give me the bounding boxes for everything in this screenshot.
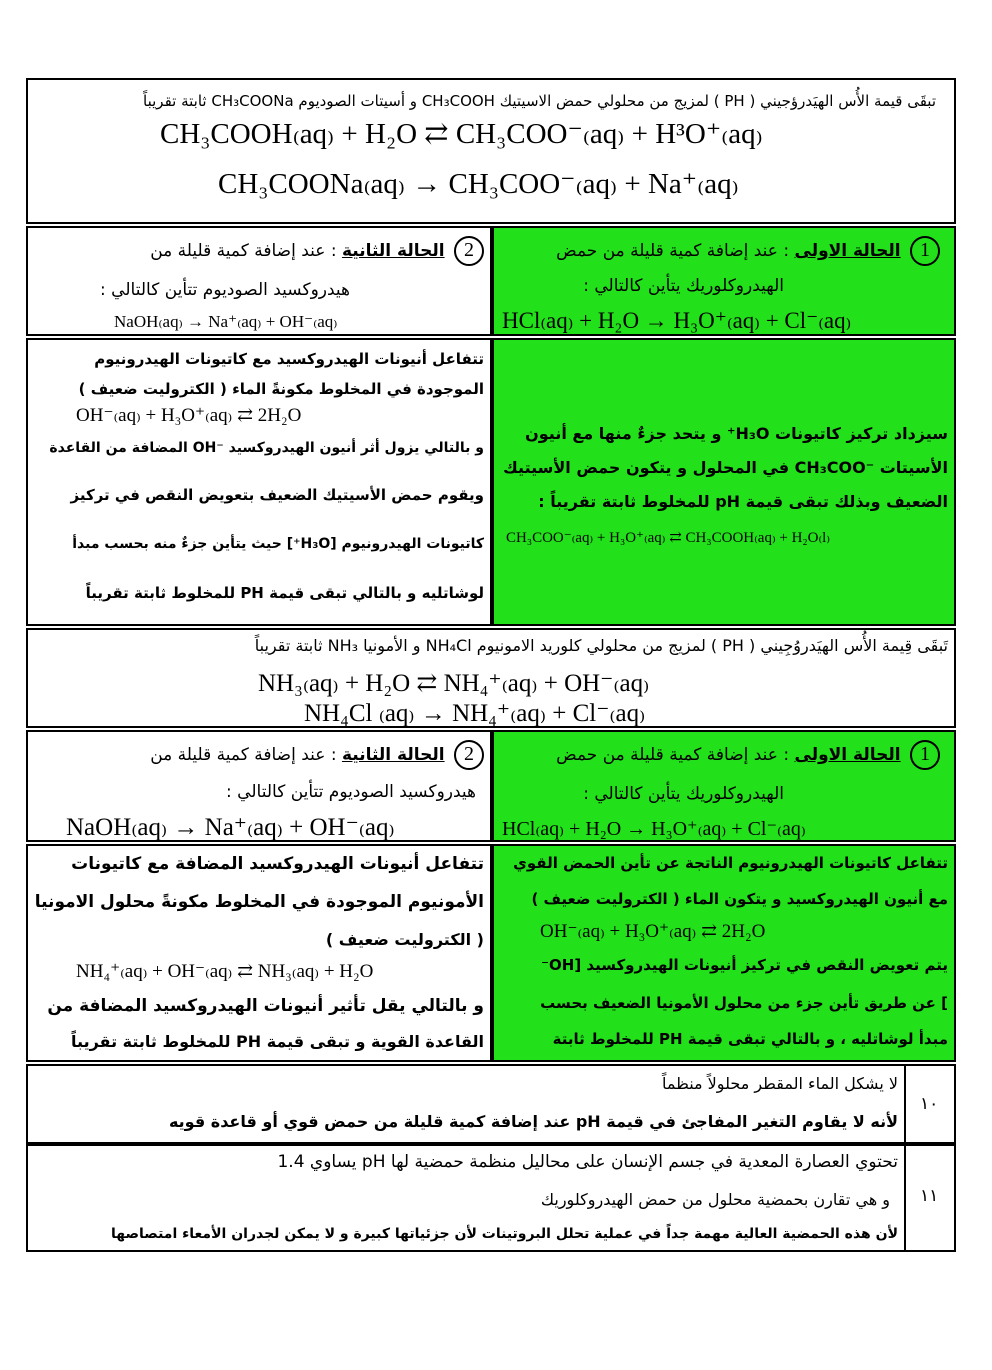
s2-case1-line1: : عند إضافة كمية قليلة من حمض bbox=[556, 745, 790, 765]
s1-case1-line2: الهيدروكلوريك يتأين كالتالي : bbox=[583, 276, 784, 296]
ammonia-intro: تَبقَى قِيمة الأُس الهيَدروُجِيني ( PH ) لمزيج من محلولي كلوريد الامونيوم NH₄Cl و الأمونيا NH₃ ثابتة تقريباً bbox=[254, 636, 948, 655]
s1-case2-heading bbox=[150, 236, 484, 266]
q11-line1: تحتوي العصارة المعدية في جسم الإنسان على محاليل منظمة حمضية لها pH يساوي 1.4 bbox=[277, 1152, 898, 1172]
q11-line3: لأن هذه الحمضية العالية مهمة جداً في عملية تحلل البروتينات لأن جزئياتها كبيرة و لا يمكن لجدران الأمعاء امتصاصها bbox=[110, 1226, 898, 1242]
ammonia-equation-1: NH₃₍aq₎ + H₂O ⇄ NH₄⁺₍aq₎ + OH⁻₍aq₎ bbox=[258, 670, 650, 697]
q10-number-box bbox=[904, 1064, 956, 1144]
s2-right-l1: تتفاعل كاتيونات الهيدرونيوم الناتجة عن تأين الحمض القوي bbox=[513, 854, 948, 872]
s1-case2-box bbox=[26, 226, 492, 336]
s2-case2-box bbox=[26, 730, 492, 842]
s1-right-l3: الضعيف وبذلك تبقى قيمة pH للمخلوط ثابتة تقريباً : bbox=[538, 492, 948, 511]
s2-explanation-left bbox=[26, 844, 492, 1062]
s2-explanation-right bbox=[492, 844, 956, 1062]
s1-case2-number: 2 bbox=[454, 236, 484, 266]
s1-left-l4: ويقوم حمض الأسيتيك الضعيف بتعويض النقص في تركيز bbox=[70, 486, 484, 504]
s1-case2-title: الحالة الثانية bbox=[341, 241, 445, 261]
acetate-buffer-box bbox=[26, 78, 956, 224]
s1-case1-number: 1 bbox=[910, 236, 940, 266]
s2-case2-line2: هيدروكسيد الصوديوم تتأين كالتالي : bbox=[226, 782, 476, 802]
s1-case1-box bbox=[492, 226, 956, 336]
s2-case1-box bbox=[492, 730, 956, 842]
q11-number-box bbox=[904, 1144, 956, 1252]
s1-left-l2: الموجودة في المخلوط مكونةً الماء ( الكتروليت ضعيف ) bbox=[78, 380, 484, 398]
q10-text-box bbox=[26, 1064, 906, 1144]
s2-right-l2: مع أنيون الهيدروكسيد و يتكون الماء ( الكتروليت ضعيف ) bbox=[531, 890, 948, 908]
s2-right-equation: OH⁻₍aq₎ + H₃O⁺₍aq₎ ⇄ 2H₂O bbox=[540, 921, 766, 942]
acetate-equation-2: CH₃COONa₍aq₎ → CH₃COO⁻₍aq₎ + Na⁺₍aq₎ bbox=[218, 168, 739, 200]
s1-explanation-right bbox=[492, 338, 956, 626]
s1-case2-equation: NaOH₍aq₎ → Na⁺₍aq₎ + OH⁻₍aq₎ bbox=[114, 312, 338, 331]
s2-case2-line1: : عند إضافة كمية قليلة من bbox=[150, 745, 337, 765]
s2-case1-heading bbox=[556, 740, 940, 770]
q11-line2: و هي تقارن بحمضية محلول من حمض الهيدروكلوريك bbox=[540, 1190, 890, 1209]
s1-case2-line1: : عند إضافة كمية قليلة من bbox=[150, 241, 337, 261]
s1-case1-line1: : عند إضافة كمية قليلة من حمض bbox=[556, 241, 790, 261]
q11-number: ١١ bbox=[920, 1186, 939, 1206]
s2-right-l4: ] عن طريق تأين جزء من محلول الأمونيا الضعيف بحسب bbox=[540, 994, 948, 1012]
s2-case1-equation: HCl₍aq₎ + H₂O → H₃O⁺₍aq₎ + Cl⁻₍aq₎ bbox=[502, 818, 806, 840]
s1-case1-equation: HCl₍aq₎ + H₂O → H₃O⁺₍aq₎ + Cl⁻₍aq₎ bbox=[502, 308, 852, 333]
s1-left-equation: OH⁻₍aq₎ + H₃O⁺₍aq₎ ⇄ 2H₂O bbox=[76, 405, 302, 426]
s2-case1-title: الحالة الاولى bbox=[794, 745, 901, 765]
s2-right-l5: مبدأ لوشاتليه ، و بالتالي تبقى قيمة PH للمخلوط ثابتة bbox=[552, 1030, 948, 1048]
s2-case2-heading bbox=[150, 740, 484, 770]
s2-left-l5: القاعدة القوية و تبقى قيمة PH للمخلوط ثابتة تقريباً bbox=[71, 1032, 484, 1051]
s1-case1-title: الحالة الاولى bbox=[794, 241, 901, 261]
q10-line1: لا يشكل الماء المقطر محلولاً منظماً bbox=[661, 1074, 898, 1093]
s2-case2-title: الحالة الثانية bbox=[341, 745, 445, 765]
s2-left-l4: و بالتالي يقل تأثير أنيونات الهيدروكسيد المضافة من bbox=[47, 996, 484, 1016]
s1-right-l1: سيزداد تركيز كاتيونات H₃O⁺ و يتحد جزءٌ منها مع أنيون bbox=[525, 424, 948, 443]
s2-case1-line2: الهيدروكلوريك يتأين كالتالي : bbox=[583, 784, 784, 804]
s2-left-l2: الأمونيوم الموجودة في المخلوط مكونةً محلول الامونيا bbox=[34, 892, 484, 912]
acetate-intro: تبقَى قيمة الأُس الهيَدرؤجيني ( PH ) لمزيج من محلولي حمض الاسيتيك CH₃COOH و أسيتات الصوديوم CH₃COONa ثابتة تقريباً bbox=[143, 92, 936, 110]
s1-left-l1: تتفاعل أنيونات الهيدروكسيد مع كاتيونات الهيدرونيوم bbox=[94, 350, 484, 368]
ammonia-buffer-box bbox=[26, 628, 956, 728]
s2-left-l1: تتفاعل أنيونات الهيدروكسيد المضافة مع كاتيونات bbox=[71, 854, 484, 874]
s2-right-l3: يتم تعويض النقص في تركيز أنيونات الهيدروكسيد [OH⁻ bbox=[541, 956, 948, 974]
s1-left-l5: كاتيونات الهيدرونيوم [H₃O⁺] حيث يتأين جزءٌ منه بحسب مبدأ bbox=[72, 536, 484, 552]
acetate-equation-1: CH₃COOH₍aq₎ + H₂O ⇄ CH₃COO⁻₍aq₎ + H³O⁺₍aq₎ bbox=[160, 118, 763, 150]
ammonia-equation-2: NH₄Cl ₍aq₎ → NH₄⁺₍aq₎ + Cl⁻₍aq₎ bbox=[304, 700, 646, 727]
s1-case1-heading bbox=[556, 236, 940, 266]
s1-explanation-left bbox=[26, 338, 492, 626]
s2-case2-equation: NaOH₍aq₎ → Na⁺₍aq₎ + OH⁻₍aq₎ bbox=[66, 814, 395, 841]
q10-line2: لأنه لا يقاوم التغير المفاجئ في قيمة pH عند إضافة كمية قليلة من حمض قوي أو قاعدة قويه bbox=[168, 1112, 898, 1131]
s2-case2-number: 2 bbox=[454, 740, 484, 770]
q11-text-box bbox=[26, 1144, 906, 1252]
s1-right-equation: CH₃COO⁻₍aq₎ + H₃O⁺₍aq₎ ⇄ CH₃COOH₍aq₎ + H₂O₍l₎ bbox=[506, 530, 831, 546]
s2-case1-number: 1 bbox=[910, 740, 940, 770]
s2-left-equation: NH₄⁺₍aq₎ + OH⁻₍aq₎ ⇄ NH₃₍aq₎ + H₂O bbox=[76, 961, 374, 982]
s1-right-l2: الأسيتات ⁻CH₃COO في المحلول و يتكون حمض الأسيتيك bbox=[503, 458, 948, 477]
s1-left-l6: لوشاتليه و بالتالي تبقى قيمة PH للمخلوط ثابتة تقريباً bbox=[85, 584, 484, 602]
q10-number: ١٠ bbox=[920, 1094, 939, 1114]
s1-case2-line2: هيدروكسيد الصوديوم تتأين كالتالي : bbox=[100, 280, 350, 300]
s2-left-l3: ( الكتروليت ضعيف ) bbox=[325, 930, 484, 949]
s1-left-l3: و بالتالي يزول أثر أنيون الهيدروكسيد ⁻OH المضافة من القاعدة bbox=[49, 440, 484, 456]
